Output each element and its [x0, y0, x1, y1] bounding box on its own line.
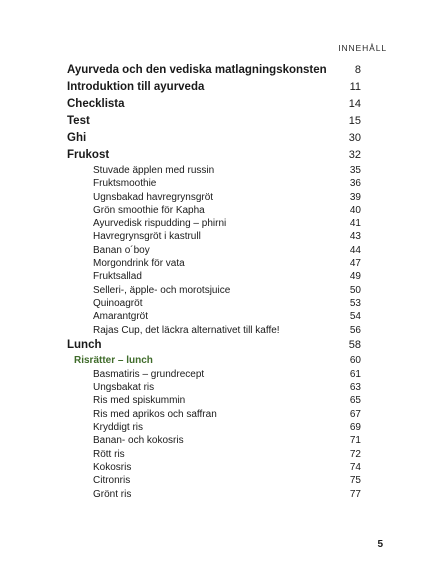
- toc-subentry-title: Morgondrink för vata: [93, 258, 185, 270]
- toc-subentry-page: 72: [349, 448, 361, 460]
- toc-subentry-title: Kokosris: [93, 461, 132, 473]
- toc-subentry: [67, 230, 361, 243]
- toc-entry: [67, 337, 361, 354]
- toc-subentry-title: Grönt ris: [93, 488, 132, 500]
- running-head: INNEHÅLL: [338, 43, 387, 53]
- toc-entry-page: 15: [348, 115, 361, 127]
- toc-subentry-page: 71: [349, 435, 361, 447]
- toc-subentry: [67, 368, 361, 381]
- toc-subentry: [67, 257, 361, 270]
- toc-subentry-page: 65: [349, 395, 361, 407]
- toc-subentry: [67, 244, 361, 257]
- toc-subentry: [67, 421, 361, 434]
- toc-entry: [67, 113, 361, 130]
- toc-subentry-title: Kryddigt ris: [93, 422, 144, 434]
- toc-subentry: [67, 434, 361, 447]
- toc-subentry-title: Quinoagröt: [93, 297, 143, 309]
- toc-subentry: [67, 324, 361, 337]
- toc-subentry-page: 69: [349, 422, 361, 434]
- toc-entry-page: 8: [354, 64, 361, 76]
- toc-subentry: [67, 461, 361, 474]
- toc-subentry: [67, 204, 361, 217]
- toc-subentry-page: 40: [349, 204, 361, 216]
- toc-subentry-title: Basmatiris – grundrecept: [93, 368, 205, 380]
- toc-subentry-page: 74: [349, 461, 361, 473]
- toc-subentry: [67, 310, 361, 323]
- toc-subentry: [67, 474, 361, 487]
- toc-subentry-page: 41: [349, 218, 361, 230]
- toc-subentry-page: 44: [349, 244, 361, 256]
- toc-entry: [67, 62, 361, 79]
- toc-subentry-page: 75: [349, 475, 361, 487]
- toc-entry-title: Frukost: [67, 149, 110, 161]
- toc-entry-title: Ayurveda och den vediska matlagningskonsten: [67, 64, 327, 76]
- toc-section: [67, 354, 361, 368]
- toc-subentry-title: Ayurvedisk rispudding – phirni: [93, 218, 227, 230]
- toc-subentry: [67, 448, 361, 461]
- toc-subentry-page: 63: [349, 382, 361, 394]
- toc-subentry-title: Amarantgröt: [93, 311, 149, 323]
- toc-subentry-title: Ris med aprikos och saffran: [93, 408, 217, 420]
- toc-subentry-page: 47: [349, 258, 361, 270]
- toc-subentry-page: 36: [349, 178, 361, 190]
- toc-entry-page: 11: [349, 81, 361, 93]
- toc-subentry-title: Banan- och kokosris: [93, 435, 184, 447]
- toc-subentry: [67, 284, 361, 297]
- toc-subentry-title: Ungsbakat ris: [93, 382, 155, 394]
- toc-subentry: [67, 270, 361, 283]
- toc-entry-page: 32: [348, 149, 361, 161]
- toc-entry: [67, 130, 361, 147]
- toc-subentry: [67, 488, 361, 501]
- toc-subentry-page: 61: [349, 368, 361, 380]
- toc-subentry-page: 67: [349, 408, 361, 420]
- toc-entry-title: Ghi: [67, 132, 87, 144]
- toc-subentry-page: 35: [349, 165, 361, 176]
- toc-subentry-title: Citronris: [93, 475, 131, 487]
- page-number: 5: [377, 539, 383, 550]
- table-of-contents: [67, 62, 361, 501]
- toc-subentry-title: Grön smoothie för Kapha: [93, 204, 205, 216]
- toc-subentry: [67, 297, 361, 310]
- toc-subentry-title: Rajas Cup, det läckra alternativet till kaffe!: [93, 324, 280, 336]
- toc-entry-title: Checklista: [67, 98, 125, 110]
- toc-entry: [67, 96, 361, 113]
- toc-subentry: [67, 381, 361, 394]
- toc-subentry-title: Ris med spiskummin: [93, 395, 186, 407]
- toc-subentry-title: Havregrynsgröt i kastrull: [93, 231, 201, 243]
- toc-subentry: [67, 164, 361, 177]
- toc-subentry-page: 53: [349, 297, 361, 309]
- toc-subentry-page: 43: [349, 231, 361, 243]
- toc-subentry-title: Rött ris: [93, 448, 125, 460]
- toc-entry-title: Lunch: [67, 338, 102, 351]
- toc-entry-page: 30: [348, 132, 361, 144]
- toc-section-page: 60: [349, 354, 361, 366]
- toc-subentry: [67, 177, 361, 190]
- toc-entry-title: Introduktion till ayurveda: [67, 81, 205, 93]
- toc-subentry: [67, 394, 361, 407]
- toc-subentry-title: Fruktsmoothie: [93, 178, 157, 190]
- toc-subentry-title: Banan o´boy: [93, 244, 150, 256]
- toc-subentry-title: Stuvade äpplen med russin: [93, 165, 215, 176]
- toc-entry-title: Test: [67, 115, 90, 127]
- toc-subentry-page: 54: [349, 311, 361, 323]
- toc-entry-page: 14: [348, 98, 361, 110]
- toc-subentry-page: 50: [349, 284, 361, 296]
- toc-subentry-page: 56: [349, 324, 361, 336]
- toc-subentry: [67, 191, 361, 204]
- toc-subentry-title: Selleri-, äpple- och morotsjuice: [93, 284, 231, 296]
- toc-subentry: [67, 408, 361, 421]
- toc-subentry-page: 39: [349, 191, 361, 203]
- toc-subentry-title: Ugnsbakad havregrynsgröt: [93, 191, 214, 203]
- toc-subentry-page: 77: [349, 488, 361, 500]
- toc-subentry-title: Fruktsallad: [93, 271, 142, 283]
- toc-section-title: Risrätter – lunch: [74, 354, 153, 366]
- toc-entry: [67, 147, 361, 164]
- toc-subentry-page: 49: [349, 271, 361, 283]
- toc-entry: [67, 79, 361, 96]
- toc-subentry: [67, 217, 361, 230]
- toc-entry-page: 58: [348, 338, 361, 351]
